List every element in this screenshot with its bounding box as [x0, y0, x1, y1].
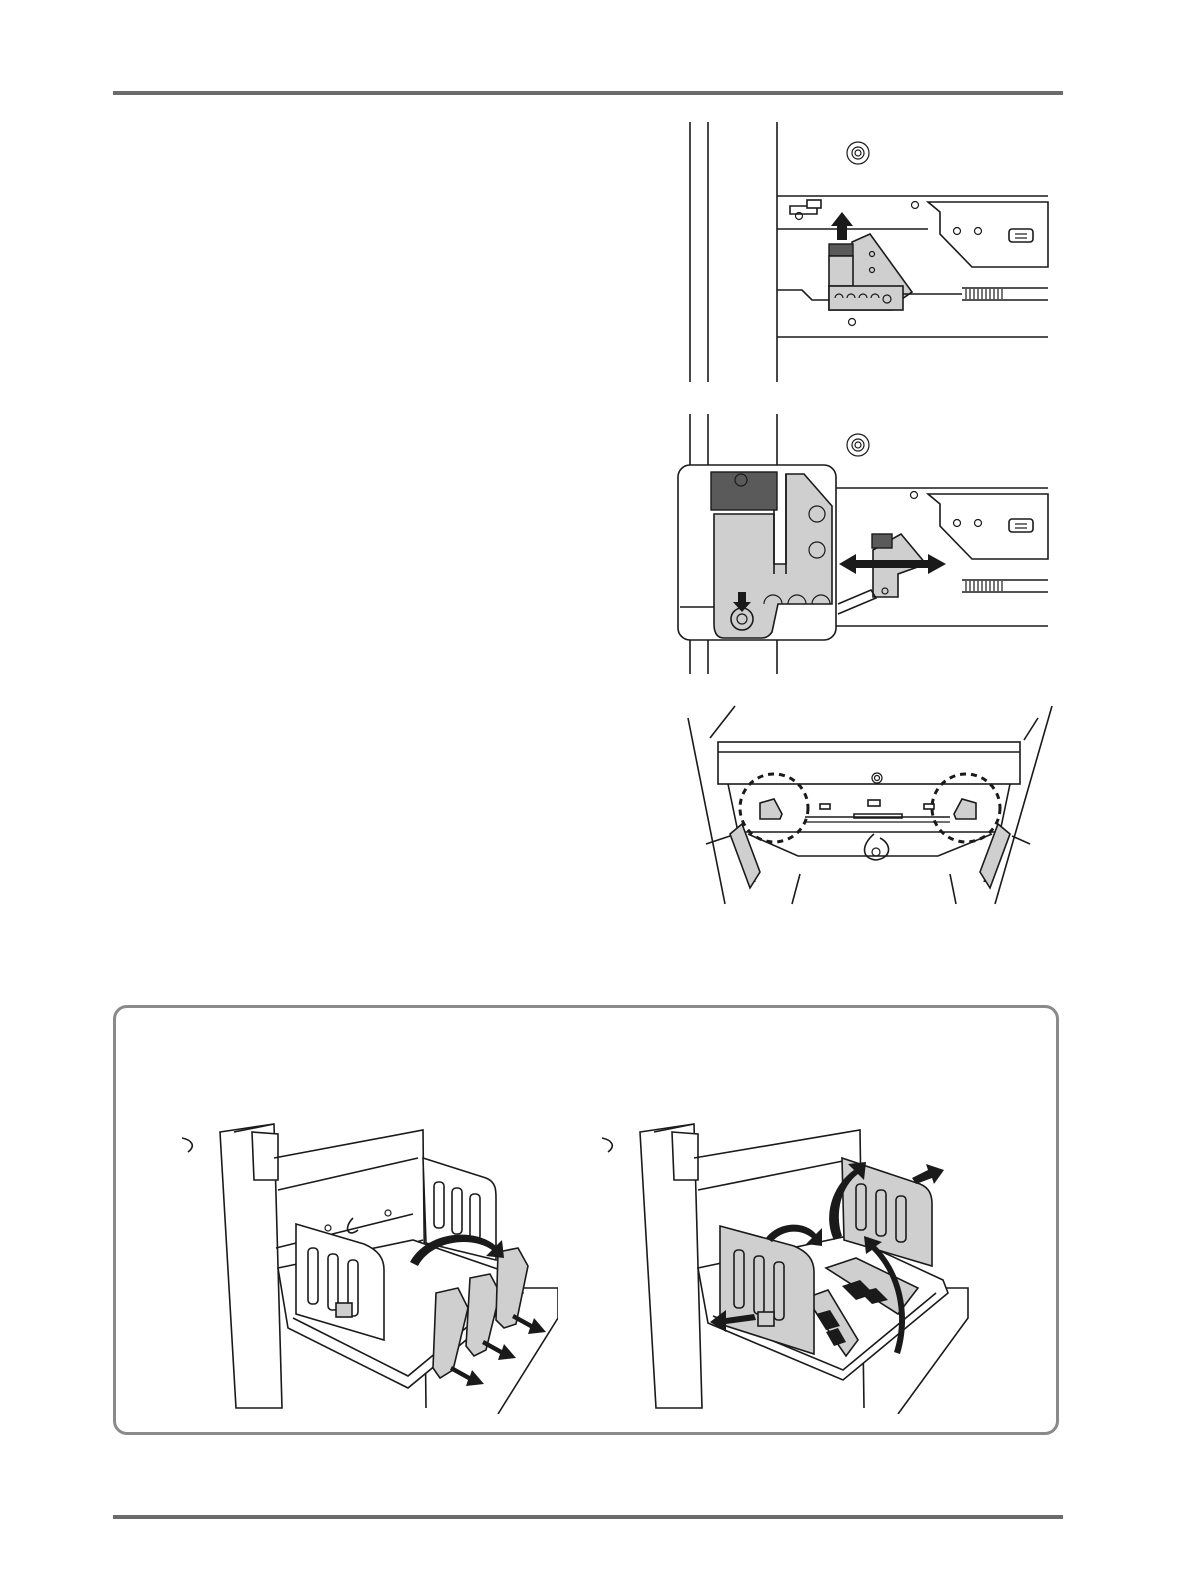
illustration-stopper-locations	[680, 704, 1060, 910]
illustration-stopper-slide	[676, 414, 1054, 676]
illustration-paper-guides-fold	[178, 1118, 558, 1414]
illustration-paper-guides-open	[598, 1118, 978, 1414]
illustration-stopper-lift	[682, 122, 1054, 384]
footer-rule	[113, 1515, 1063, 1519]
header-rule	[113, 91, 1063, 95]
note-box	[113, 1005, 1059, 1435]
